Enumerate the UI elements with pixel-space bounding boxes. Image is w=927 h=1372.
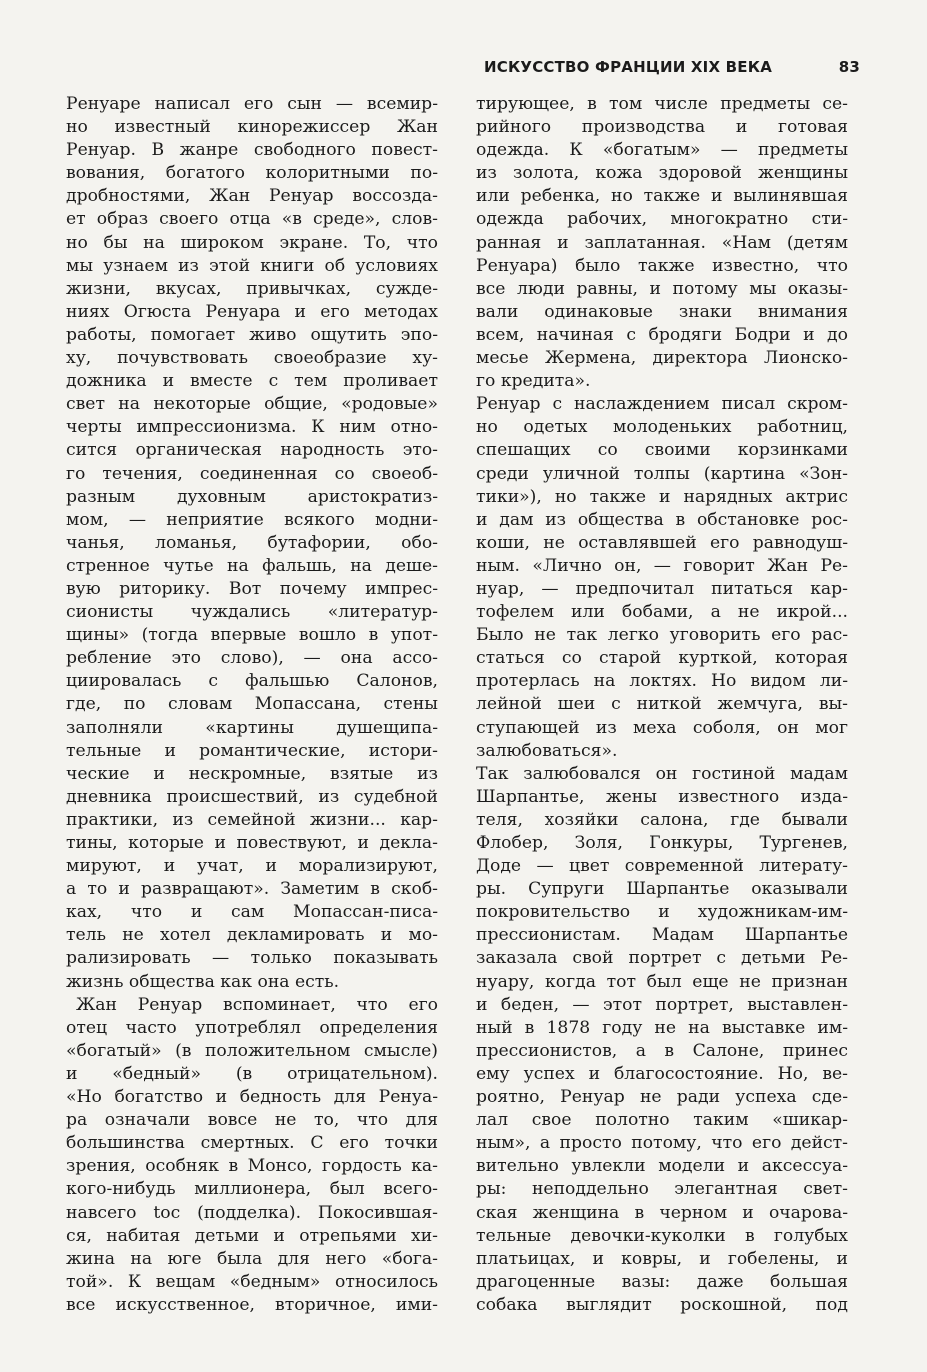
text-line: сится органическая народность это-: [66, 440, 438, 461]
text-line: ры. Супруги Шарпантье оказывали: [476, 879, 848, 900]
text-line: Флобер, Золя, Гонкуры, Тургенев,: [476, 833, 848, 853]
text-line: роятно, Ренуар не ради успеха сде-: [476, 1087, 848, 1108]
text-line: дробностями, Жан Ренуар воссозда-: [66, 186, 438, 207]
text-line: черты импрессионизма. К ним отно-: [66, 417, 438, 438]
section-title: ИСКУССТВО ФРАНЦИИ XIX ВЕКА: [484, 58, 773, 76]
text-line: среди уличной толпы (картина «Зон-: [476, 463, 848, 484]
text-line: ным», а просто потому, что его дейст-: [476, 1133, 848, 1154]
text-line: «богатый» (в положительном смысле): [66, 1040, 438, 1061]
text-line: всем, начиная с бродяги Бодри и до: [476, 324, 848, 345]
text-line: месье Жермена, директора Лионско-: [476, 348, 848, 369]
text-line: сионисты чуждались «литератур-: [66, 602, 438, 623]
text-line: залюбоваться».: [476, 740, 618, 761]
text-line: из золота, кожа здоровой женщины: [476, 163, 848, 184]
text-line: все люди равны, и потому мы оказы-: [476, 278, 848, 299]
text-line: тельные девочки-куколки в голубых: [476, 1225, 848, 1246]
text-line: тельные и романтические, истори-: [66, 740, 438, 761]
text-line: ся, набитая детьми и отрепьями хи-: [66, 1225, 438, 1246]
text-line: рализировать — только показывать: [66, 948, 438, 969]
text-line: заполняли «картины душещипа-: [66, 717, 438, 738]
text-line: свет на некоторые общие, «родовые»: [66, 394, 438, 415]
text-line: ская женщина в черном и очарова-: [476, 1202, 848, 1223]
text-line: но бы на широком экране. То, что: [66, 232, 438, 253]
text-line: все искусственное, вторичное, ими-: [66, 1294, 438, 1315]
text-line: «Но богатство и бедность для Ренуа-: [66, 1087, 438, 1108]
left-column: [66, 93, 438, 1317]
page-number: 83: [838, 58, 860, 76]
text-line: рийного производства и готовая: [476, 117, 848, 138]
text-line: ры: неподдельно элегантная свет-: [476, 1179, 848, 1200]
text-line: циировалась с фальшью Салонов,: [66, 671, 438, 692]
text-line: ступающей из меха соболя, он мог: [476, 717, 848, 738]
text-line: го кредита».: [476, 371, 591, 392]
text-line: жина на юге была для него «бога-: [66, 1248, 438, 1269]
text-line: Ренуаре написал его сын — всемир-: [66, 94, 438, 114]
text-line: вали одинаковые знаки внимания: [476, 301, 848, 322]
text-line: ниях Огюста Ренуара и его методах: [66, 301, 438, 322]
text-line: зрения, особняк в Монсо, гордость ка-: [66, 1156, 438, 1177]
text-line: Ренуар. В жанре свободного повест-: [66, 140, 438, 161]
text-line: Жан Ренуар вспоминает, что его: [76, 994, 438, 1015]
text-line: дневника происшествий, из судебной: [66, 786, 438, 807]
text-line: Шарпантье, жены известного изда-: [476, 786, 848, 807]
text-line: ху, почувствовать своеобразие ху-: [66, 348, 438, 369]
text-line: Ренуара) было также известно, что: [476, 255, 848, 276]
text-line: ках, что и сам Мопассан-писа-: [66, 902, 438, 923]
text-line: но одетых молоденьких работниц,: [476, 417, 848, 438]
text-line: покровительство и художникам-им-: [476, 902, 848, 923]
text-line: ему успех и благосостояние. Но, ве-: [476, 1063, 848, 1084]
text-line: ческие и нескромные, взятые из: [66, 763, 438, 784]
text-line: кого-нибудь миллионера, был всего-: [66, 1179, 438, 1200]
text-line: щины» (тогда впервые вошло в упот-: [66, 625, 438, 646]
text-line: статься со старой курткой, которая: [476, 648, 848, 669]
text-line: Было не так легко уговорить его рас-: [476, 625, 848, 646]
text-line: нуару, когда тот был еще не признан: [476, 971, 848, 992]
text-line: или ребенка, но также и вылинявшая: [476, 186, 848, 207]
text-line: спешащих со своими корзинками: [476, 440, 848, 461]
text-line: лал свое полотно таким «шикар-: [476, 1110, 848, 1131]
text-line: платьицах, и ковры, и гобелены, и: [476, 1248, 848, 1269]
text-line: Так залюбовался он гостиной мадам: [476, 763, 848, 784]
text-line: прессионистов, а в Салоне, принес: [476, 1040, 848, 1061]
text-line: и «бедный» (в отрицательном).: [66, 1063, 438, 1084]
text-line: и беден, — этот портрет, выставлен-: [476, 994, 848, 1015]
text-line: нуар, — предпочитал питаться кар-: [476, 578, 848, 599]
text-line: но известный кинорежиссер Жан: [66, 117, 438, 138]
text-line: тирующее, в том числе предметы се-: [476, 94, 848, 114]
text-line: мируют, и учат, и морализируют,: [66, 856, 438, 877]
text-line: тины, которые и повествуют, и декла-: [66, 833, 438, 853]
text-line: одежда рабочих, многократно сти-: [476, 209, 848, 230]
text-line: жизни, вкусах, привычках, сужде-: [66, 278, 438, 299]
text-line: вования, богатого колоритными по-: [66, 163, 438, 184]
text-line: тель не хотел декламировать и мо-: [66, 925, 438, 946]
text-line: жизнь общества как она есть.: [66, 971, 340, 992]
text-line: Ренуар с наслаждением писал скром-: [476, 394, 848, 415]
text-line: отец часто употреблял определения: [66, 1017, 438, 1038]
text-line: одежда. К «богатым» — предметы: [476, 140, 848, 161]
text-line: ет образ своего отца «в среде», слов-: [66, 209, 438, 230]
text-line: мом, — неприятие всякого модни-: [66, 509, 438, 530]
text-line: ным. «Лично он, — говорит Жан Ре-: [476, 555, 848, 576]
text-line: тофелем или бобами, а не икрой...: [476, 602, 848, 623]
text-line: собака выглядит роскошной, под: [476, 1294, 848, 1315]
text-line: мы узнаем из этой книги об условиях: [66, 255, 438, 276]
text-line: вую риторику. Вот почему импрес-: [66, 578, 438, 599]
text-line: коши, не оставлявшей его равнодуш-: [476, 532, 848, 553]
text-line: вительно увлекли модели и аксессуа-: [476, 1156, 848, 1177]
text-line: и дам из общества в обстановке рос-: [476, 509, 848, 530]
text-line: ребление это слово), — она ассо-: [66, 648, 438, 669]
text-line: навсего toc (подделка). Покосившая-: [66, 1202, 438, 1223]
text-line: разным духовным аристократиз-: [66, 486, 438, 507]
text-line: тики»), но также и нарядных актрис: [476, 486, 848, 507]
text-line: той». К вещам «бедным» относилось: [66, 1271, 438, 1292]
text-line: лейной шеи с ниткой жемчуга, вы-: [476, 694, 848, 715]
text-line: протерлась на локтях. Но видом ли-: [476, 671, 848, 692]
text-line: работы, помогает живо ощутить эпо-: [66, 324, 438, 345]
text-line: большинства смертных. С его точки: [66, 1133, 438, 1154]
text-line: практики, из семейной жизни... кар-: [66, 809, 438, 830]
text-line: а то и развращают». Заметим в скоб-: [66, 879, 438, 900]
text-line: где, по словам Мопассана, стены: [66, 694, 438, 715]
text-line: теля, хозяйки салона, где бывали: [476, 809, 848, 830]
text-line: ра означали вовсе не то, что для: [66, 1110, 438, 1131]
text-line: стренное чутье на фальшь, на деше-: [66, 555, 438, 576]
right-column: [476, 93, 848, 1317]
text-line: драгоценные вазы: даже большая: [476, 1271, 848, 1292]
text-line: Доде — цвет современной литерату-: [476, 856, 848, 877]
text-line: ранная и заплатанная. «Нам (детям: [476, 232, 848, 253]
text-line: чанья, ломанья, бутафории, обо-: [66, 532, 438, 553]
text-line: го течения, соединенная со своеоб-: [66, 463, 438, 484]
running-head: [484, 58, 860, 76]
text-line: ный в 1878 году не на выставке им-: [476, 1017, 848, 1038]
text-line: дожника и вместе с тем проливает: [66, 371, 438, 392]
text-line: заказала свой портрет с детьми Ре-: [476, 948, 848, 969]
text-line: прессионистам. Мадам Шарпантье: [476, 925, 848, 946]
